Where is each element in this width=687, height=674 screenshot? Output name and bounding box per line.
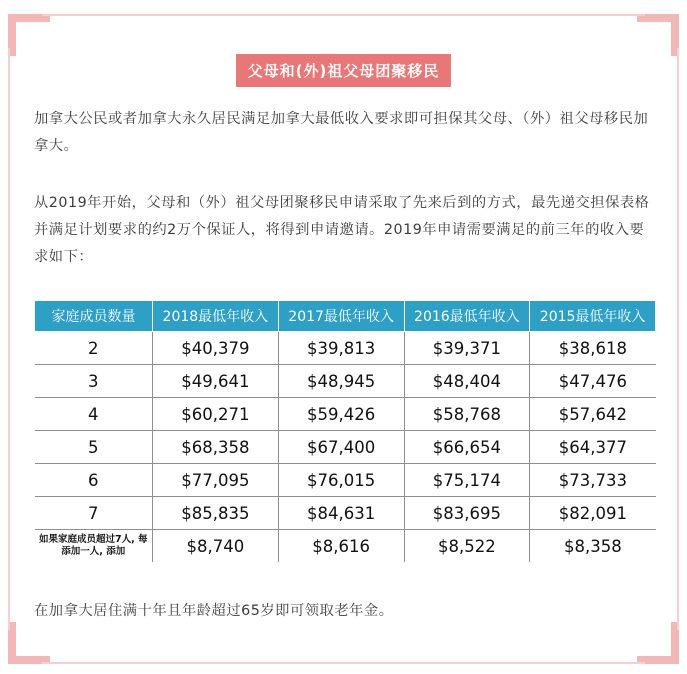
cell-2016: $66,654 [404,431,530,464]
table-row [35,431,656,464]
section-title: 父母和(外)祖父母团聚移民 [236,54,452,87]
cell-family-size: 2 [35,332,153,365]
frame-corner-top-right [637,14,679,56]
cell-family-size: 6 [35,464,153,497]
frame-border-right [677,48,679,630]
cell-2017: $39,813 [278,332,404,365]
cell-2016: $75,174 [404,464,530,497]
header-2018: 2018最低年收入 [153,301,279,332]
cell-2017: $84,631 [278,497,404,530]
frame-corner-top-left [8,14,50,56]
cell-family-size: 5 [35,431,153,464]
income-requirements-table [34,300,656,562]
cell-2018: $49,641 [153,365,279,398]
cell-2018: $40,379 [153,332,279,365]
table-row [35,530,656,563]
cell-2015: $64,377 [530,431,656,464]
table-row [35,464,656,497]
table-header-row [35,301,656,332]
header-2017: 2017最低年收入 [278,301,404,332]
cell-2016: $39,371 [404,332,530,365]
cell-2017: $8,616 [278,530,404,563]
cell-2018: $60,271 [153,398,279,431]
cell-2015: $8,358 [530,530,656,563]
frame-border-top [42,14,645,16]
cell-2018: $77,095 [153,464,279,497]
cell-2016: $83,695 [404,497,530,530]
frame-border-left [8,48,10,630]
policy-paragraph: 从2019年开始，父母和（外）祖父母团聚移民申请采取了先来后到的方式，最先递交担保表格并满足计划要求的约2万个保证人，将得到申请邀请。2019年申请需要满足的前三年的收入要求如下： [34,195,650,265]
frame-border-bottom [42,662,645,664]
cell-family-size: 3 [35,365,153,398]
table-row [35,398,656,431]
cell-2015: $82,091 [530,497,656,530]
title-wrapper [0,54,687,87]
cell-additional-member-note: 如果家庭成员超过7人, 每添加一人, 添加 [35,530,153,563]
cell-2017: $76,015 [278,464,404,497]
cell-2016: $58,768 [404,398,530,431]
table-row [35,332,656,365]
header-2016: 2016最低年收入 [404,301,530,332]
cell-family-size: 4 [35,398,153,431]
cell-2015: $57,642 [530,398,656,431]
cell-2016: $48,404 [404,365,530,398]
header-family-size: 家庭成员数量 [35,301,153,332]
cell-2017: $59,426 [278,398,404,431]
frame-corner-bottom-left [8,622,50,664]
cell-2018: $8,740 [153,530,279,563]
table-row [35,497,656,530]
cell-family-size: 7 [35,497,153,530]
header-2015: 2015最低年收入 [530,301,656,332]
cell-2015: $38,618 [530,332,656,365]
table-row [35,365,656,398]
frame-corner-bottom-right [637,622,679,664]
cell-2015: $47,476 [530,365,656,398]
intro-paragraph: 加拿大公民或者加拿大永久居民满足加拿大最低收入要求即可担保其父母、（外）祖父母移民加拿大。 [34,111,649,154]
cell-2015: $73,733 [530,464,656,497]
pension-paragraph: 在加拿大居住满十年且年龄超过65岁即可领取老年金。 [34,603,394,619]
cell-2016: $8,522 [404,530,530,563]
cell-2018: $85,835 [153,497,279,530]
cell-2017: $48,945 [278,365,404,398]
cell-2017: $67,400 [278,431,404,464]
cell-2018: $68,358 [153,431,279,464]
